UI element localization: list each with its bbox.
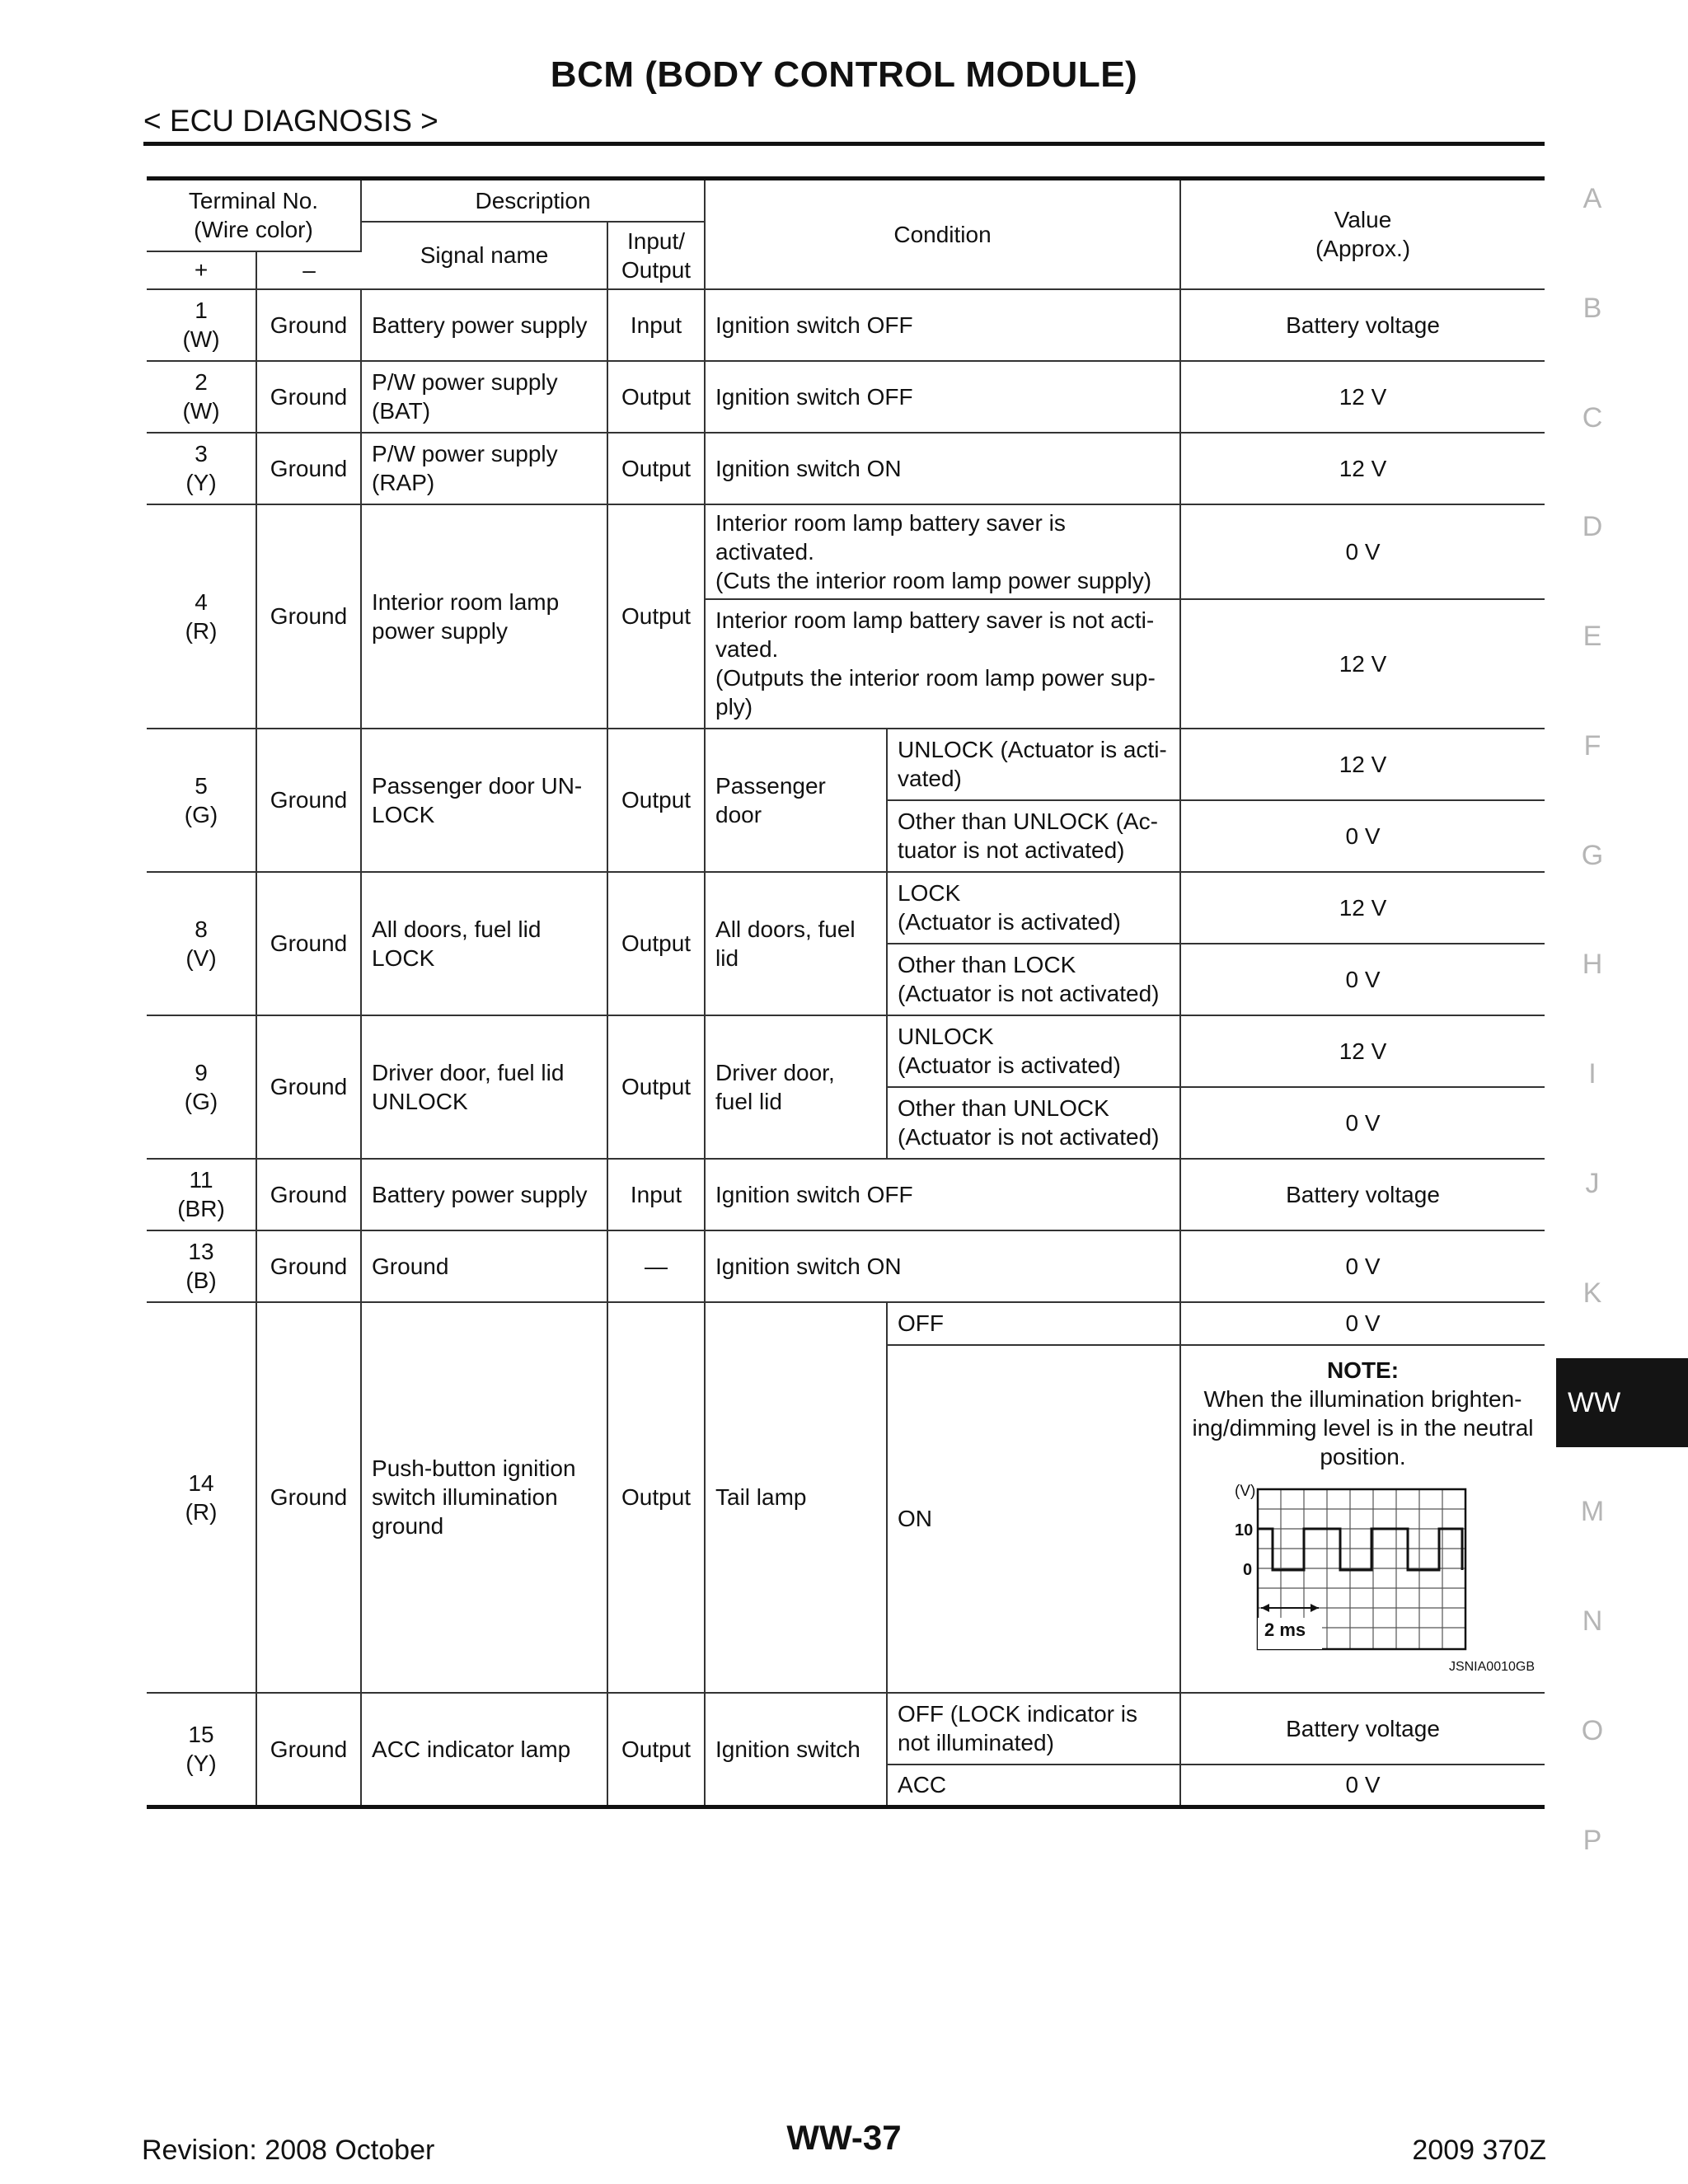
header-divider bbox=[143, 142, 1545, 146]
value-cell: 0 V bbox=[1180, 1087, 1545, 1159]
table-row bbox=[147, 361, 1545, 433]
value-cell: Battery voltage bbox=[1180, 1693, 1545, 1765]
signal-name-cell: Passenger door UN- LOCK bbox=[361, 729, 607, 872]
condition-cell: Ignition switch OFF bbox=[705, 361, 1180, 433]
io-cell: Output bbox=[607, 433, 705, 504]
terminal-cell: 3 (Y) bbox=[147, 433, 256, 504]
ground-cell: Ground bbox=[256, 1302, 361, 1693]
signal-name-cell: P/W power supply (RAP) bbox=[361, 433, 607, 504]
io-cell: Output bbox=[607, 729, 705, 872]
condition-cell: Ignition switch ON bbox=[705, 1230, 1180, 1302]
value-cell: 0 V bbox=[1180, 504, 1545, 599]
signal-name-cell: Ground bbox=[361, 1230, 607, 1302]
value-cell: 0 V bbox=[1180, 1765, 1545, 1807]
io-cell: Output bbox=[607, 361, 705, 433]
terminal-cell: 8 (V) bbox=[147, 872, 256, 1015]
side-index-k[interactable]: K bbox=[1582, 1277, 1602, 1309]
table-row bbox=[147, 289, 1545, 361]
table-row bbox=[147, 1230, 1545, 1302]
table-row bbox=[147, 1159, 1545, 1230]
header-plus: + bbox=[147, 251, 256, 289]
side-index-b[interactable]: B bbox=[1582, 293, 1602, 324]
condition-cell: Ignition switch ON bbox=[705, 433, 1180, 504]
side-index-a[interactable]: A bbox=[1582, 183, 1602, 214]
terminal-cell: 14 (R) bbox=[147, 1302, 256, 1693]
table-row bbox=[147, 1302, 1545, 1345]
signal-name-cell: Battery power supply bbox=[361, 289, 607, 361]
ground-cell: Ground bbox=[256, 1693, 361, 1807]
value-cell: 12 V bbox=[1180, 599, 1545, 729]
value-cell: 0 V bbox=[1180, 1302, 1545, 1345]
side-index-i[interactable]: I bbox=[1588, 1058, 1597, 1090]
header-value: Value (Approx.) bbox=[1180, 179, 1545, 289]
wave-high-label: 10 bbox=[1234, 1521, 1253, 1540]
pulse-waveform-trace bbox=[1258, 1529, 1462, 1570]
table-row bbox=[147, 504, 1545, 599]
condition-group-cell: Tail lamp bbox=[705, 1302, 887, 1693]
value-waveform-cell bbox=[1180, 1345, 1545, 1693]
side-index-j[interactable]: J bbox=[1585, 1168, 1600, 1199]
terminal-cell: 15 (Y) bbox=[147, 1693, 256, 1807]
page-title: BCM (BODY CONTROL MODULE) bbox=[550, 54, 1138, 95]
io-cell: Input bbox=[607, 1159, 705, 1230]
condition-group-cell: Ignition switch bbox=[705, 1693, 887, 1807]
signal-name-cell: Driver door, fuel lid UNLOCK bbox=[361, 1015, 607, 1159]
table-row bbox=[147, 433, 1545, 504]
signal-name-cell: All doors, fuel lid LOCK bbox=[361, 872, 607, 1015]
condition-cell: LOCK (Actuator is activated) bbox=[887, 872, 1180, 944]
ground-cell: Ground bbox=[256, 1015, 361, 1159]
value-cell: Battery voltage bbox=[1180, 289, 1545, 361]
ground-cell: Ground bbox=[256, 289, 361, 361]
signal-name-cell: Push-button ignition switch illumination ground bbox=[361, 1302, 607, 1693]
header-description: Description bbox=[361, 179, 705, 222]
side-index-m[interactable]: M bbox=[1580, 1496, 1605, 1527]
footer-revision: Revision: 2008 October bbox=[142, 2135, 435, 2166]
side-index-f[interactable]: F bbox=[1583, 730, 1601, 762]
io-cell: — bbox=[607, 1230, 705, 1302]
condition-cell: Ignition switch OFF bbox=[705, 1159, 1180, 1230]
value-cell: 0 V bbox=[1180, 944, 1545, 1015]
header-signal-name: Signal name bbox=[361, 222, 607, 289]
wave-low-label: 0 bbox=[1242, 1561, 1252, 1579]
value-cell: 12 V bbox=[1180, 433, 1545, 504]
condition-cell: Other than UNLOCK (Actuator is not activated) bbox=[887, 1087, 1180, 1159]
condition-cell: Ignition switch OFF bbox=[705, 289, 1180, 361]
condition-cell: UNLOCK (Actuator is acti- vated) bbox=[887, 729, 1180, 800]
condition-cell: Interior room lamp battery saver is not acti- vated. (Outputs the interior room lamp power sup- ply) bbox=[705, 599, 1180, 729]
terminal-cell: 11 (BR) bbox=[147, 1159, 256, 1230]
condition-cell: OFF bbox=[887, 1302, 1180, 1345]
condition-cell: ON bbox=[887, 1345, 1180, 1693]
value-cell: 12 V bbox=[1180, 1015, 1545, 1087]
condition-group-cell: All doors, fuel lid bbox=[705, 872, 887, 1015]
io-cell: Output bbox=[607, 872, 705, 1015]
terminal-cell: 5 (G) bbox=[147, 729, 256, 872]
table-row bbox=[147, 872, 1545, 944]
ground-cell: Ground bbox=[256, 433, 361, 504]
figure-id: JSNIA0010GB bbox=[1448, 1660, 1536, 1674]
condition-cell: Other than UNLOCK (Ac- tuator is not activated) bbox=[887, 800, 1180, 872]
io-cell: Output bbox=[607, 1693, 705, 1807]
terminal-cell: 1 (W) bbox=[147, 289, 256, 361]
side-index-c[interactable]: C bbox=[1582, 402, 1603, 434]
table-header-row bbox=[147, 179, 1545, 222]
terminal-cell: 13 (B) bbox=[147, 1230, 256, 1302]
signal-name-cell: Interior room lamp power supply bbox=[361, 504, 607, 729]
table-row bbox=[147, 1015, 1545, 1087]
value-cell: 0 V bbox=[1180, 800, 1545, 872]
value-cell: Battery voltage bbox=[1180, 1159, 1545, 1230]
signal-name-cell: P/W power supply (BAT) bbox=[361, 361, 607, 433]
terminal-cell: 4 (R) bbox=[147, 504, 256, 729]
signal-name-cell: Battery power supply bbox=[361, 1159, 607, 1230]
side-index-p[interactable]: P bbox=[1582, 1825, 1602, 1856]
header-input-output: Input/ Output bbox=[607, 222, 705, 289]
footer-model: 2009 370Z bbox=[1412, 2135, 1546, 2166]
io-cell: Input bbox=[607, 289, 705, 361]
condition-cell: Other than LOCK (Actuator is not activated) bbox=[887, 944, 1180, 1015]
value-cell: 12 V bbox=[1180, 872, 1545, 944]
condition-cell: OFF (LOCK indicator is not illuminated) bbox=[887, 1693, 1180, 1765]
side-index-h[interactable]: H bbox=[1582, 949, 1603, 980]
ground-cell: Ground bbox=[256, 729, 361, 872]
side-index-n[interactable]: N bbox=[1582, 1605, 1603, 1637]
io-cell: Output bbox=[607, 504, 705, 729]
condition-group-cell: Passenger door bbox=[705, 729, 887, 872]
side-index-ww-active[interactable]: WW bbox=[1556, 1358, 1688, 1447]
table-row bbox=[147, 729, 1545, 800]
ground-cell: Ground bbox=[256, 1159, 361, 1230]
condition-cell: Interior room lamp battery saver is activated. (Cuts the interior room lamp power supply) bbox=[705, 504, 1180, 599]
pulse-waveform-figure bbox=[1231, 1478, 1495, 1651]
note-text: When the illumination brighten- ing/dimming level is in the neutral position. bbox=[1192, 1386, 1534, 1469]
side-index-g[interactable]: G bbox=[1581, 840, 1604, 871]
header-terminal-no: Terminal No. (Wire color) bbox=[147, 179, 361, 251]
note-title: NOTE: bbox=[1326, 1357, 1400, 1383]
side-index-d[interactable]: D bbox=[1582, 511, 1603, 542]
ground-cell: Ground bbox=[256, 872, 361, 1015]
footer-page-number: WW-37 bbox=[786, 2118, 902, 2157]
terminal-cell: 9 (G) bbox=[147, 1015, 256, 1159]
condition-group-cell: Driver door, fuel lid bbox=[705, 1015, 887, 1159]
terminal-spec-table bbox=[147, 176, 1545, 1809]
side-index-e[interactable]: E bbox=[1582, 621, 1602, 652]
table-row bbox=[147, 1693, 1545, 1765]
value-cell: 0 V bbox=[1180, 1230, 1545, 1302]
section-label: < ECU DIAGNOSIS > bbox=[143, 104, 438, 138]
condition-cell: ACC bbox=[887, 1765, 1180, 1807]
condition-cell: UNLOCK (Actuator is activated) bbox=[887, 1015, 1180, 1087]
ground-cell: Ground bbox=[256, 504, 361, 729]
signal-name-cell: ACC indicator lamp bbox=[361, 1693, 607, 1807]
value-cell: 12 V bbox=[1180, 729, 1545, 800]
value-cell: 12 V bbox=[1180, 361, 1545, 433]
io-cell: Output bbox=[607, 1302, 705, 1693]
header-condition: Condition bbox=[705, 179, 1180, 289]
ground-cell: Ground bbox=[256, 1230, 361, 1302]
ground-cell: Ground bbox=[256, 361, 361, 433]
side-index-o[interactable]: O bbox=[1581, 1715, 1604, 1746]
header-minus: – bbox=[256, 251, 361, 289]
wave-unit-label: (V) bbox=[1234, 1483, 1255, 1500]
wave-time-label: 2 ms bbox=[1264, 1619, 1306, 1640]
io-cell: Output bbox=[607, 1015, 705, 1159]
terminal-cell: 2 (W) bbox=[147, 361, 256, 433]
